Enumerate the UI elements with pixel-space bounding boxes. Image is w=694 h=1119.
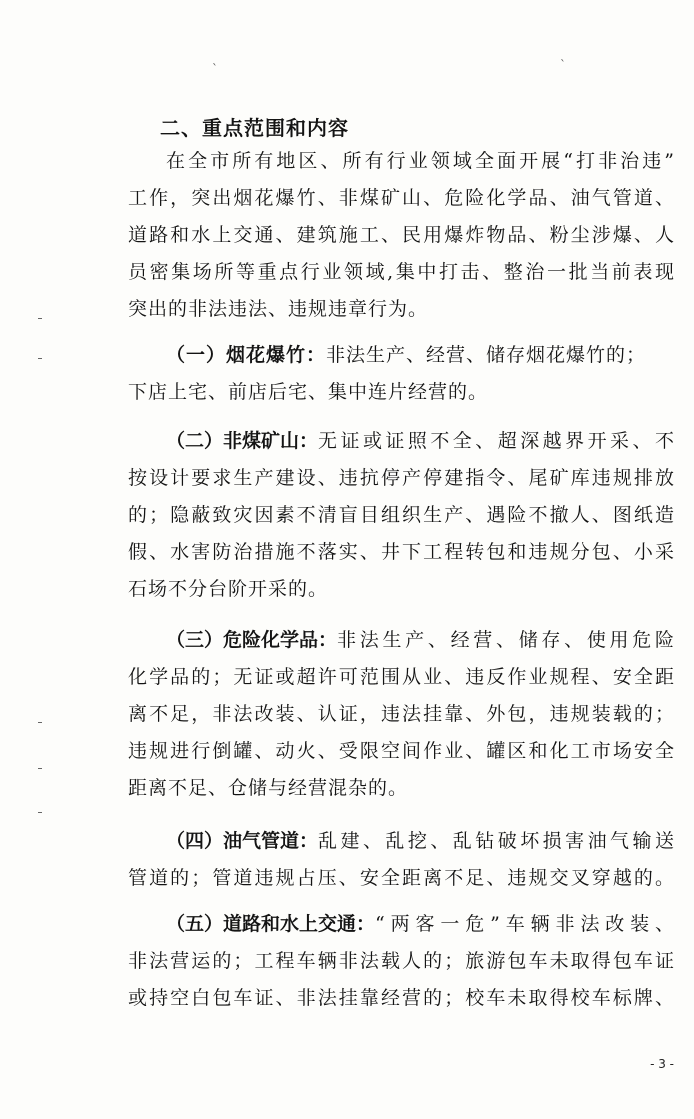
text-line — [128, 497, 674, 534]
paragraph-lead: （五）道路和水上交通： — [166, 913, 376, 935]
text-line — [128, 217, 674, 254]
text-line-content: 管道的；管道违规占压、安全距离不足、违规交叉穿越的。 — [128, 867, 674, 889]
text-line — [128, 696, 674, 733]
scan-mark — [38, 358, 42, 359]
text-line — [128, 337, 674, 374]
text-line-content: 突出的非法违法、违规违章行为。 — [128, 298, 429, 320]
text-line — [128, 534, 674, 571]
text-line — [128, 823, 674, 860]
text-line-content: 假、水害防治措施不落实、井下工程转包和违规分包、小采 — [128, 541, 674, 563]
text-line-content: 石场不分台阶开采的。 — [128, 578, 329, 600]
text-line-content: “两客一危”车辆非法改装、 — [375, 913, 674, 935]
paragraph-hazardous-chemicals — [128, 622, 674, 807]
scan-mark: ` — [212, 62, 218, 76]
text-line-content: 离不足，非法改装、认证，违法挂靠、外包，违规装载的； — [128, 703, 674, 725]
paragraph-road-water-traffic — [128, 906, 674, 1017]
text-line — [128, 770, 674, 807]
text-line — [128, 374, 674, 411]
text-line-content: 非法生产、经营、储存烟花爆竹的； — [326, 344, 647, 366]
section-heading: 二、重点范围和内容 — [160, 116, 349, 140]
scan-mark — [38, 768, 42, 769]
paragraph-lead: （一）烟花爆竹： — [166, 344, 327, 366]
text-line — [128, 733, 674, 770]
paragraph-lead: （三）危险化学品： — [166, 629, 338, 651]
text-line — [128, 622, 674, 659]
paragraph-nonCoal-mines — [128, 423, 674, 608]
scan-mark: ` — [560, 58, 566, 72]
text-line-content: 无证或证照不全、超深越界开采、不 — [318, 430, 674, 452]
text-line — [128, 571, 674, 608]
text-line-content: 乱建、乱挖、乱钻破坏损害油气输送 — [318, 830, 674, 852]
text-line — [128, 143, 674, 180]
paragraph-fireworks — [128, 337, 674, 411]
text-line-content: 距离不足、仓储与经营混杂的。 — [128, 777, 409, 799]
text-line — [128, 906, 674, 943]
page-number: - 3 - — [650, 1057, 674, 1071]
text-line-content: 违规进行倒罐、动火、受限空间作业、罐区和化工市场安全 — [128, 740, 674, 762]
text-line — [128, 291, 674, 328]
paragraph-oil-gas-pipelines — [128, 823, 674, 897]
text-line-content: 道路和水上交通、建筑施工、民用爆炸物品、粉尘涉爆、人 — [128, 224, 674, 246]
text-line-content: 工作，突出烟花爆竹、非煤矿山、危险化学品、油气管道、 — [128, 187, 674, 209]
text-line-content: 的；隐蔽致灾因素不清盲目组织生产、遇险不撤人、图纸造 — [128, 504, 674, 526]
text-line — [128, 460, 674, 497]
text-line — [128, 860, 674, 897]
paragraph-lead: （二）非煤矿山： — [166, 430, 319, 452]
text-line-content: 非法生产、经营、储存、使用危险 — [337, 629, 674, 651]
paragraph-lead: （四）油气管道： — [166, 830, 319, 852]
text-line-content: 按设计要求生产建设、违抗停产停建指令、尾矿库违规排放 — [128, 467, 674, 489]
text-line — [128, 980, 674, 1017]
paragraph-intro — [128, 143, 674, 328]
scan-mark — [38, 812, 42, 813]
text-line-content: 在全市所有地区、所有行业领域全面开展“打非治违” — [166, 150, 674, 172]
text-line — [128, 180, 674, 217]
text-line-content: 化学品的；无证或超许可范围从业、违反作业规程、安全距 — [128, 666, 674, 688]
text-line — [128, 254, 674, 291]
text-line — [128, 659, 674, 696]
text-line-content: 员密集场所等重点行业领域,集中打击、整治一批当前表现 — [128, 261, 674, 283]
text-line — [128, 943, 674, 980]
text-line — [128, 423, 674, 460]
scan-mark — [38, 318, 42, 319]
text-line-content: 下店上宅、前店后宅、集中连片经营的。 — [128, 381, 489, 403]
text-line-content: 或持空白包车证、非法挂靠经营的；校车未取得校车标牌、 — [128, 987, 674, 1009]
text-line-content: 非法营运的；工程车辆非法载人的；旅游包车未取得包车证 — [128, 950, 674, 972]
scan-mark — [38, 722, 42, 723]
